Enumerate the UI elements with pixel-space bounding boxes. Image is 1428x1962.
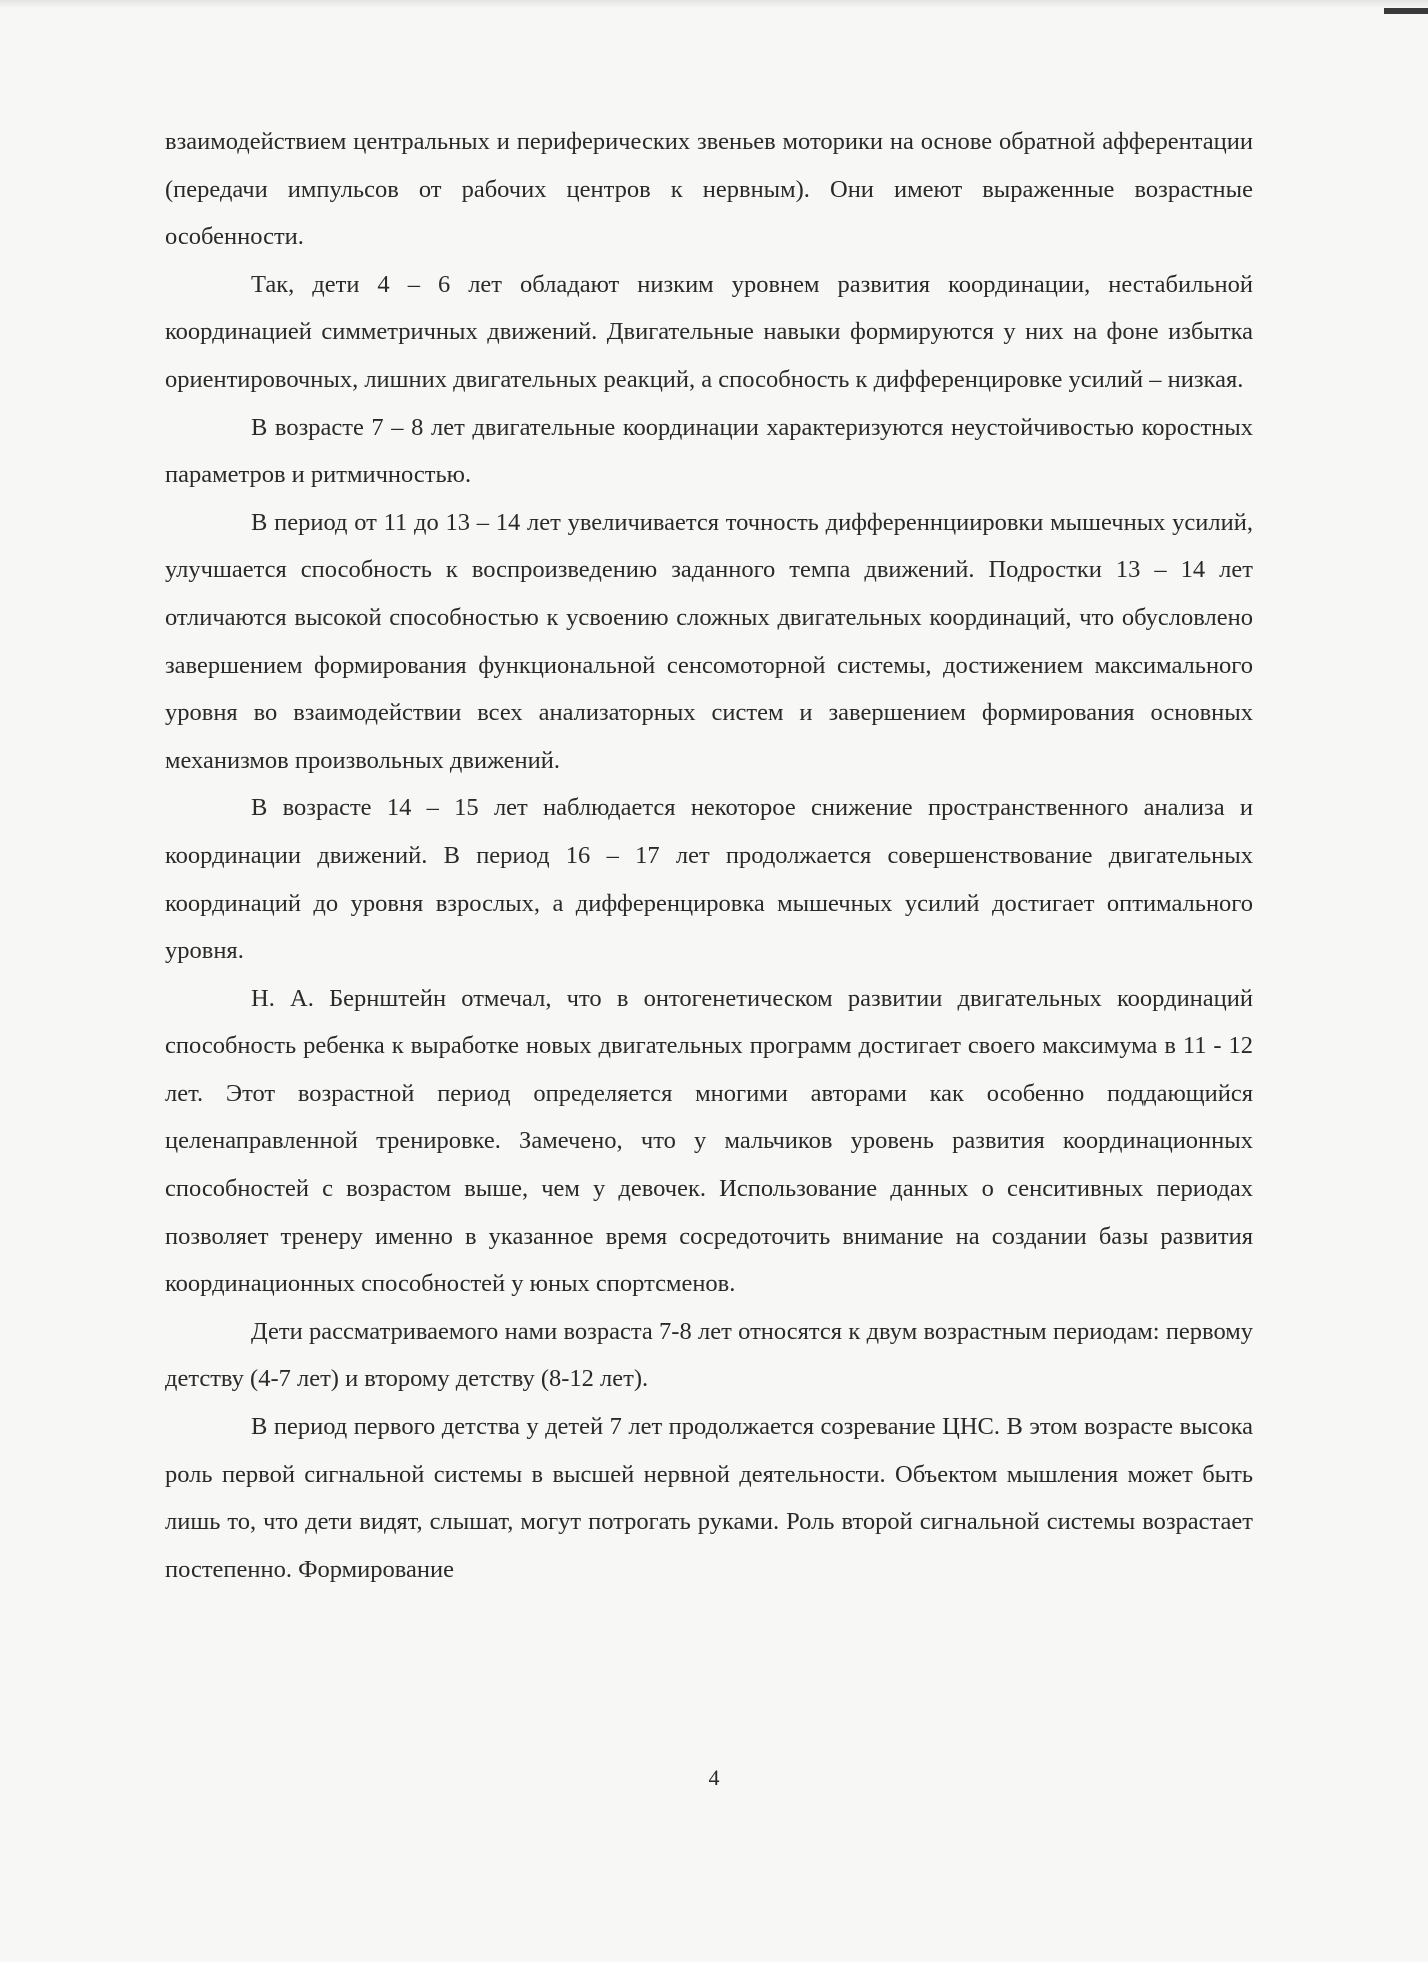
paragraph-7: Дети рассматриваемого нами возраста 7-8 лет относятся к двум возрастным периодам: первому детству (4-7 лет) и второму детству (8-12 лет). [165, 1317, 1253, 1393]
paragraph-5: В возрасте 14 – 15 лет наблюдается некоторое снижение пространственного анализа и координации движений. В период 16 – 17 лет продолжается совершенствование двигательных координаций до уровня взрослых, а дифференцировка мышечных усилий достигает оптимального уровня. [165, 794, 1253, 965]
paragraph-3: В возрасте 7 – 8 лет двигательные координации характеризуются неустойчивостью коростных параметров и ритмичностью. [165, 413, 1253, 489]
paragraph-1: взаимодействием центральных и периферических звеньев моторики на основе обратной афферентации (передачи импульсов от рабочих центров к нервным). Они имеют выраженные возрастные особенности. [165, 128, 1253, 251]
page-body [165, 118, 1253, 1593]
paragraph-2: Так, дети 4 – 6 лет обладают низким уровнем развития координации, нестабильной координацией симметричных движений. Двигательные навыки формируются у них на фоне избытка ориентировочных, лишних двигательных реакций, а способность к дифференцировке усилий – низкая. [165, 270, 1253, 393]
paragraph-4: В период от 11 до 13 – 14 лет увеличивается точность дифференнциировки мышечных усилий, улучшается способность к воспроизведению заданного темпа движений. Подростки 13 – 14 лет отличаются высокой способностью к усвоению сложных двигательных координаций, что обусловлено завершением формирования функциональной сенсомоторной системы, достижением максимального уровня во взаимодействии всех анализаторных систем и завершением формирования основных механизмов произвольных движений. [165, 508, 1253, 774]
scan-edge [0, 0, 1428, 8]
page-number: 4 [708, 1765, 720, 1790]
scan-mark [1384, 8, 1428, 14]
paragraph-6: Н. А. Бернштейн отмечал, что в онтогенетическом развитии двигательных координаций способность ребенка к выработке новых двигательных программ достигает своего максимума в 11 - 12 лет. Этот возрастной период определяется многими авторами как особенно поддающийся целенаправленной тренировке. Замечено, что у мальчиков уровень развития координационных способностей с возрастом выше, чем у девочек. Использование данных о сенситивных периодах позволяет тренеру именно в указанное время сосредоточить внимание на создании базы развития координационных способностей у юных спортсменов. [165, 984, 1253, 1298]
paragraph-8: В период первого детства у детей 7 лет продолжается созревание ЦНС. В этом возрасте высока роль первой сигнальной системы в высшей нервной деятельности. Объектом мышления может быть лишь то, что дети видят, слышат, могут потрогать руками. Роль второй сигнальной системы возрастает постепенно. Формирование [165, 1413, 1253, 1583]
